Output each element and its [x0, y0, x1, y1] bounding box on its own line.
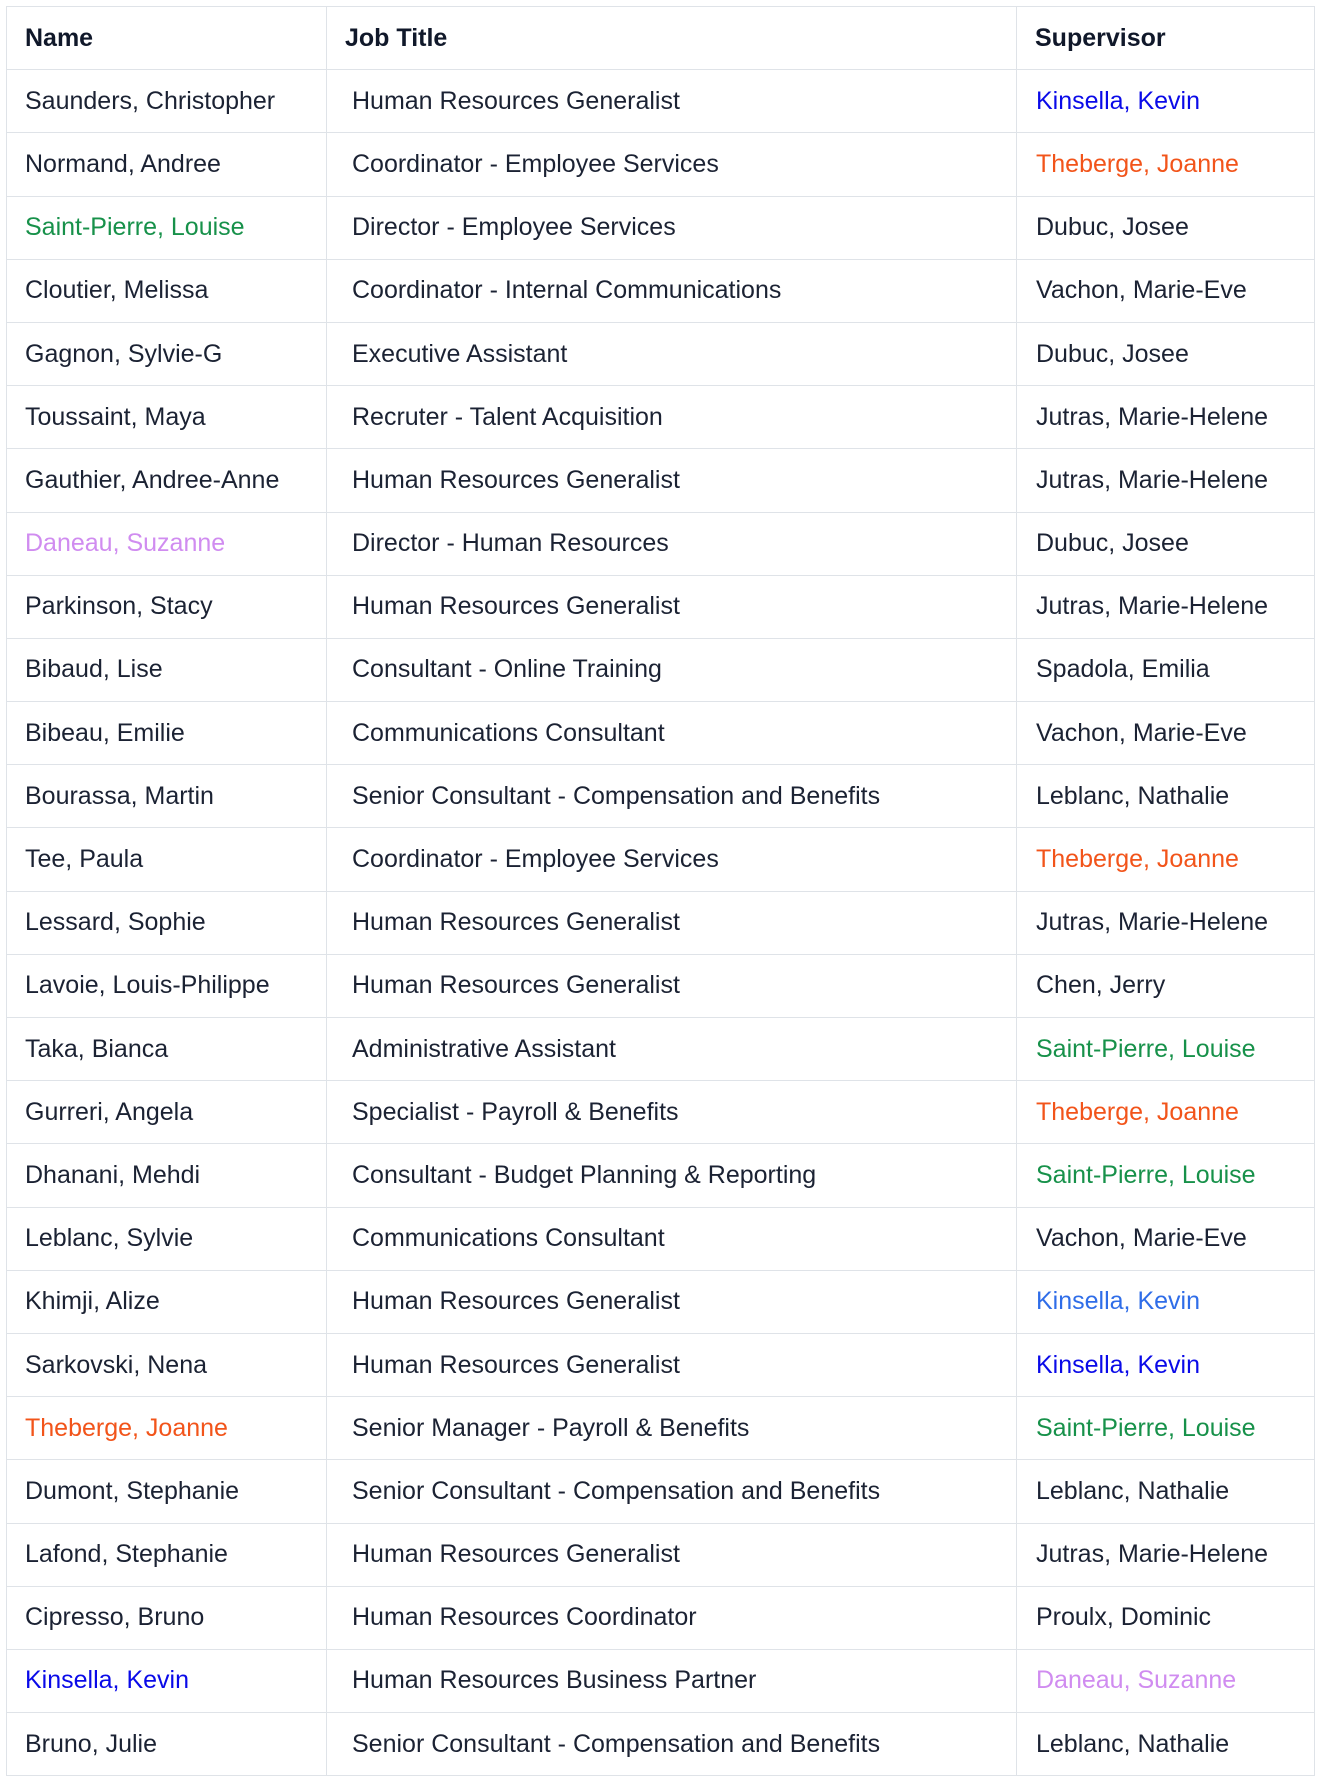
employee-name-cell: Toussaint, Maya: [7, 386, 327, 449]
table-row: [7, 1081, 1315, 1144]
employee-name-cell: Sarkovski, Nena: [7, 1333, 327, 1396]
job-title-cell: Human Resources Generalist: [327, 1333, 1017, 1396]
table-row: [7, 1270, 1315, 1333]
job-title-cell: Human Resources Generalist: [327, 70, 1017, 133]
job-title-cell: Coordinator - Employee Services: [327, 133, 1017, 196]
job-title-cell: Coordinator - Employee Services: [327, 828, 1017, 891]
employee-name-cell: Gauthier, Andree-Anne: [7, 449, 327, 512]
table-header-row: [7, 7, 1315, 70]
table-row: [7, 575, 1315, 638]
supervisor-cell: Jutras, Marie-Helene: [1017, 891, 1315, 954]
employee-name-cell: Saint-Pierre, Louise: [7, 196, 327, 259]
supervisor-cell: Theberge, Joanne: [1017, 828, 1315, 891]
column-header-supervisor[interactable]: Supervisor: [1017, 7, 1315, 70]
job-title-cell: Communications Consultant: [327, 702, 1017, 765]
table-row: [7, 1207, 1315, 1270]
employee-name-cell: Lessard, Sophie: [7, 891, 327, 954]
supervisor-cell: Jutras, Marie-Helene: [1017, 386, 1315, 449]
employee-name-cell: Cipresso, Bruno: [7, 1586, 327, 1649]
supervisor-cell: Vachon, Marie-Eve: [1017, 702, 1315, 765]
employee-name-cell: Lavoie, Louis-Philippe: [7, 954, 327, 1017]
job-title-cell: Consultant - Budget Planning & Reporting: [327, 1144, 1017, 1207]
employee-name-cell: Lafond, Stephanie: [7, 1523, 327, 1586]
supervisor-cell: Jutras, Marie-Helene: [1017, 1523, 1315, 1586]
supervisor-cell: Vachon, Marie-Eve: [1017, 259, 1315, 322]
table-row: [7, 1018, 1315, 1081]
job-title-cell: Specialist - Payroll & Benefits: [327, 1081, 1017, 1144]
employee-name-cell: Saunders, Christopher: [7, 70, 327, 133]
supervisor-cell: Dubuc, Josee: [1017, 196, 1315, 259]
table-row: [7, 1713, 1315, 1776]
employee-name-cell: Bruno, Julie: [7, 1713, 327, 1776]
job-title-cell: Human Resources Generalist: [327, 1523, 1017, 1586]
table-row: [7, 196, 1315, 259]
table-row: [7, 891, 1315, 954]
table-row: [7, 133, 1315, 196]
table-row: [7, 765, 1315, 828]
supervisor-cell: Dubuc, Josee: [1017, 322, 1315, 385]
employee-name-cell: Normand, Andree: [7, 133, 327, 196]
table-row: [7, 1144, 1315, 1207]
column-header-job-title[interactable]: Job Title: [327, 7, 1017, 70]
supervisor-cell: Vachon, Marie-Eve: [1017, 1207, 1315, 1270]
supervisor-cell: Theberge, Joanne: [1017, 1081, 1315, 1144]
table-row: [7, 449, 1315, 512]
table-row: [7, 1523, 1315, 1586]
job-title-cell: Administrative Assistant: [327, 1018, 1017, 1081]
job-title-cell: Human Resources Coordinator: [327, 1586, 1017, 1649]
table-row: [7, 1333, 1315, 1396]
supervisor-cell: Leblanc, Nathalie: [1017, 1460, 1315, 1523]
job-title-cell: Senior Consultant - Compensation and Benefits: [327, 765, 1017, 828]
table-row: [7, 954, 1315, 1017]
column-header-name[interactable]: Name: [7, 7, 327, 70]
employee-name-cell: Cloutier, Melissa: [7, 259, 327, 322]
employee-name-cell: Tee, Paula: [7, 828, 327, 891]
supervisor-cell: Proulx, Dominic: [1017, 1586, 1315, 1649]
table-body: [7, 70, 1315, 1776]
employee-name-cell: Parkinson, Stacy: [7, 575, 327, 638]
supervisor-cell: Leblanc, Nathalie: [1017, 1713, 1315, 1776]
supervisor-cell: Kinsella, Kevin: [1017, 70, 1315, 133]
job-title-cell: Human Resources Generalist: [327, 891, 1017, 954]
job-title-cell: Executive Assistant: [327, 322, 1017, 385]
table-row: [7, 1649, 1315, 1712]
job-title-cell: Communications Consultant: [327, 1207, 1017, 1270]
supervisor-cell: Dubuc, Josee: [1017, 512, 1315, 575]
supervisor-cell: Kinsella, Kevin: [1017, 1270, 1315, 1333]
employee-name-cell: Theberge, Joanne: [7, 1397, 327, 1460]
table-row: [7, 828, 1315, 891]
job-title-cell: Human Resources Generalist: [327, 954, 1017, 1017]
employee-name-cell: Dhanani, Mehdi: [7, 1144, 327, 1207]
supervisor-cell: Theberge, Joanne: [1017, 133, 1315, 196]
job-title-cell: Director - Human Resources: [327, 512, 1017, 575]
supervisor-cell: Leblanc, Nathalie: [1017, 765, 1315, 828]
supervisor-cell: Kinsella, Kevin: [1017, 1333, 1315, 1396]
employee-name-cell: Bourassa, Martin: [7, 765, 327, 828]
supervisor-cell: Saint-Pierre, Louise: [1017, 1144, 1315, 1207]
employee-name-cell: Daneau, Suzanne: [7, 512, 327, 575]
supervisor-cell: Daneau, Suzanne: [1017, 1649, 1315, 1712]
table-row: [7, 638, 1315, 701]
table-row: [7, 386, 1315, 449]
supervisor-cell: Spadola, Emilia: [1017, 638, 1315, 701]
supervisor-cell: Saint-Pierre, Louise: [1017, 1018, 1315, 1081]
supervisor-cell: Jutras, Marie-Helene: [1017, 449, 1315, 512]
table-row: [7, 512, 1315, 575]
job-title-cell: Human Resources Business Partner: [327, 1649, 1017, 1712]
table-row: [7, 1397, 1315, 1460]
table-row: [7, 70, 1315, 133]
job-title-cell: Human Resources Generalist: [327, 1270, 1017, 1333]
table-row: [7, 1460, 1315, 1523]
job-title-cell: Director - Employee Services: [327, 196, 1017, 259]
employee-name-cell: Bibeau, Emilie: [7, 702, 327, 765]
table-row: [7, 259, 1315, 322]
employee-name-cell: Khimji, Alize: [7, 1270, 327, 1333]
job-title-cell: Recruter - Talent Acquisition: [327, 386, 1017, 449]
employee-name-cell: Dumont, Stephanie: [7, 1460, 327, 1523]
employee-name-cell: Taka, Bianca: [7, 1018, 327, 1081]
job-title-cell: Human Resources Generalist: [327, 449, 1017, 512]
job-title-cell: Senior Consultant - Compensation and Benefits: [327, 1460, 1017, 1523]
job-title-cell: Coordinator - Internal Communications: [327, 259, 1017, 322]
employee-name-cell: Leblanc, Sylvie: [7, 1207, 327, 1270]
job-title-cell: Consultant - Online Training: [327, 638, 1017, 701]
employee-name-cell: Bibaud, Lise: [7, 638, 327, 701]
employee-name-cell: Kinsella, Kevin: [7, 1649, 327, 1712]
supervisor-cell: Jutras, Marie-Helene: [1017, 575, 1315, 638]
job-title-cell: Human Resources Generalist: [327, 575, 1017, 638]
supervisor-cell: Chen, Jerry: [1017, 954, 1315, 1017]
employee-table: [6, 6, 1315, 1776]
job-title-cell: Senior Consultant - Compensation and Benefits: [327, 1713, 1017, 1776]
job-title-cell: Senior Manager - Payroll & Benefits: [327, 1397, 1017, 1460]
table-row: [7, 1586, 1315, 1649]
table-row: [7, 322, 1315, 385]
employee-name-cell: Gagnon, Sylvie-G: [7, 322, 327, 385]
table-row: [7, 702, 1315, 765]
employee-name-cell: Gurreri, Angela: [7, 1081, 327, 1144]
supervisor-cell: Saint-Pierre, Louise: [1017, 1397, 1315, 1460]
